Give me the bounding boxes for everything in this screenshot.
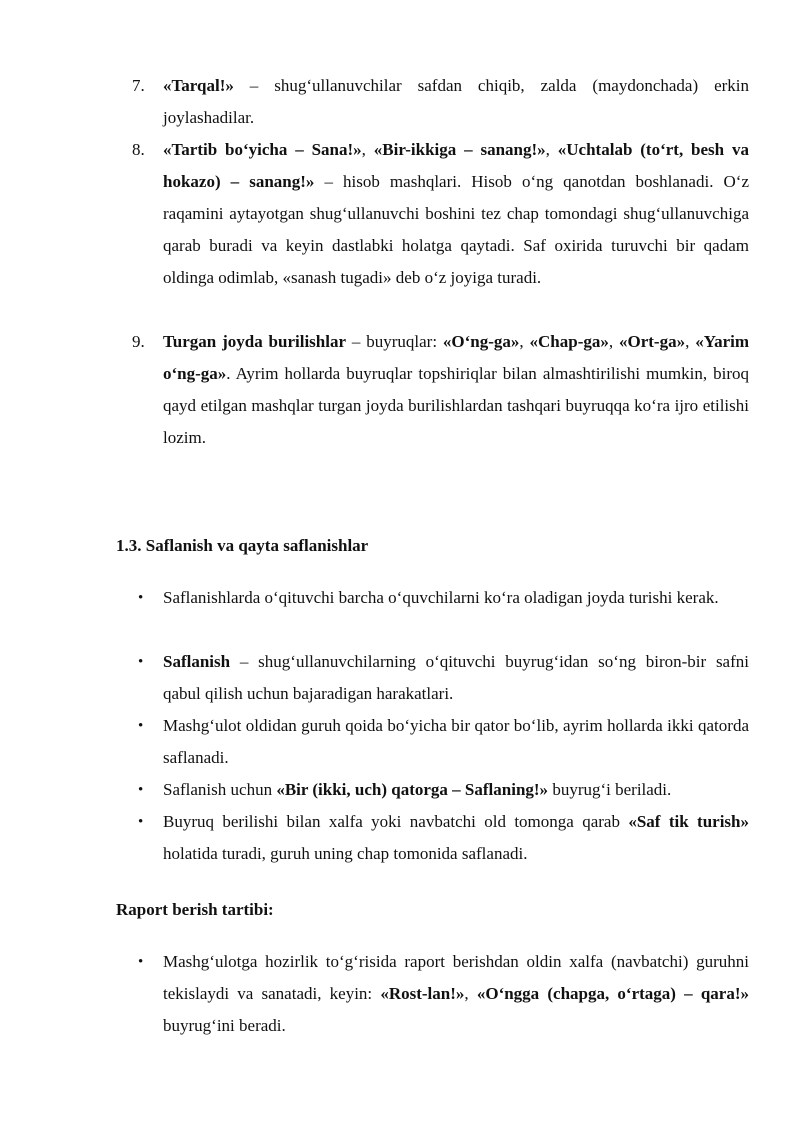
text-run: , bbox=[519, 332, 530, 351]
bold-text: «Uchtalab (to‘rt, besh va hokazo) – sanang!» bbox=[163, 140, 749, 191]
bold-text: «Tartib bo‘yicha – Sana!» bbox=[163, 140, 362, 159]
text-run: buyrug‘i beriladi. bbox=[548, 780, 672, 799]
text-run: buyrug‘ini beradi. bbox=[163, 1016, 286, 1035]
bold-text: «Saf tik turish» bbox=[628, 812, 749, 831]
bullet-text bbox=[163, 710, 749, 774]
bullet-icon: • bbox=[138, 718, 144, 734]
text-run: – shug‘ullanuvchilarning o‘qituvchi buyrug‘idan so‘ng biron-bir safni qabul qilish uchun bajaradigan harakatlari. bbox=[163, 652, 749, 703]
item-number: 9. bbox=[132, 332, 145, 351]
bold-text: «Bir-ikkiga – sanang!» bbox=[373, 140, 546, 159]
bullet-item bbox=[138, 946, 749, 1042]
text-run: Saflanish uchun bbox=[163, 780, 277, 799]
item-number: 7. bbox=[132, 76, 145, 95]
item-number: 8. bbox=[132, 140, 145, 159]
bullet-text bbox=[163, 806, 749, 870]
bullet-icon: • bbox=[138, 590, 144, 606]
text-run: holatida turadi, guruh uning chap tomonida saflanadi. bbox=[163, 844, 528, 863]
bold-text: Turgan joyda burilishlar bbox=[163, 332, 347, 351]
text-run: – shug‘ullanuvchilar safdan chiqib, zalda (maydonchada) erkin joylashadilar. bbox=[163, 76, 749, 127]
bullet-icon: • bbox=[138, 954, 144, 970]
text-run: , bbox=[685, 332, 696, 351]
text-run: . Ayrim hollarda buyruqlar topshiriqlar bilan almashtirilishi mumkin, biroq qayd etilgan mashqlar turgan joyda burilishlardan tashqari buyruqqa ko‘ra ijro etilishi lozim. bbox=[163, 364, 749, 447]
bullet-icon: • bbox=[138, 814, 144, 830]
text-run: Mashg‘ulot oldidan guruh qoida bo‘yicha bir qator bo‘lib, ayrim hollarda ikki qatorda saflanadi. bbox=[163, 716, 749, 767]
bullet-icon: • bbox=[138, 782, 144, 798]
item-text bbox=[163, 70, 749, 134]
section-heading: 1.3. Saflanish va qayta saflanishlar bbox=[116, 536, 369, 555]
bold-text: «Bir (ikki, uch) qatorga – Saflaning!» bbox=[276, 780, 549, 799]
bullet-icon: • bbox=[138, 654, 144, 670]
item-text bbox=[163, 326, 749, 454]
subheading: Raport berish tartibi: bbox=[116, 900, 274, 919]
bold-text: «Yarim o‘ng-ga» bbox=[163, 332, 750, 383]
text-run: , bbox=[545, 140, 558, 159]
numbered-item-8 bbox=[132, 134, 749, 294]
bullet-text bbox=[163, 646, 749, 710]
bold-text: Saflanish bbox=[163, 652, 231, 671]
text-run: , bbox=[464, 984, 477, 1003]
numbered-item-9 bbox=[132, 326, 749, 454]
bullet-item bbox=[138, 774, 749, 806]
bullet-text bbox=[163, 774, 749, 806]
bullet-item bbox=[138, 582, 749, 614]
bold-text: «O‘ng-ga» bbox=[442, 332, 520, 351]
text-run: , bbox=[608, 332, 619, 351]
bullet-item bbox=[138, 710, 749, 774]
bold-text: «Ort-ga» bbox=[618, 332, 686, 351]
bullet-text bbox=[163, 582, 749, 614]
bold-text: «Rost-lan!» bbox=[380, 984, 465, 1003]
text-run: Mashg‘ulotga hozirlik to‘g‘risida raport berishdan oldin xalfa (navbatchi) guruhni tekislaydi va sanatadi, keyin: bbox=[163, 952, 749, 1003]
bold-text: «Chap-ga» bbox=[529, 332, 609, 351]
text-run: Saflanishlarda o‘qituvchi barcha o‘quvchilarni ko‘ra oladigan joyda turishi kerak. bbox=[163, 588, 719, 607]
bullet-item bbox=[138, 646, 749, 710]
numbered-item-7 bbox=[132, 70, 749, 134]
text-run: – hisob mashqlari. Hisob o‘ng qanotdan boshlanadi. O‘z raqamini aytayotgan shug‘ullanuvchi boshini tez chap tomondagi shug‘ullanuvchiga qarab buradi va keyin dastlabki holatga qaytadi. Saf oxirida turuvchi bir qadam oldinga odimlab, «sanash tugadi» deb o‘z joyiga turadi. bbox=[163, 172, 749, 287]
bold-text: «Tarqal!» bbox=[163, 76, 234, 95]
text-run: – buyruqlar: bbox=[346, 332, 443, 351]
bullet-text bbox=[163, 946, 749, 1042]
text-run: Buyruq berilishi bilan xalfa yoki navbatchi old tomonga qarab bbox=[163, 812, 629, 831]
bullet-item bbox=[138, 806, 749, 870]
bold-text: «O‘ngga (chapga, o‘rtaga) – qara!» bbox=[476, 984, 749, 1003]
item-text bbox=[163, 134, 749, 294]
text-run: , bbox=[361, 140, 374, 159]
